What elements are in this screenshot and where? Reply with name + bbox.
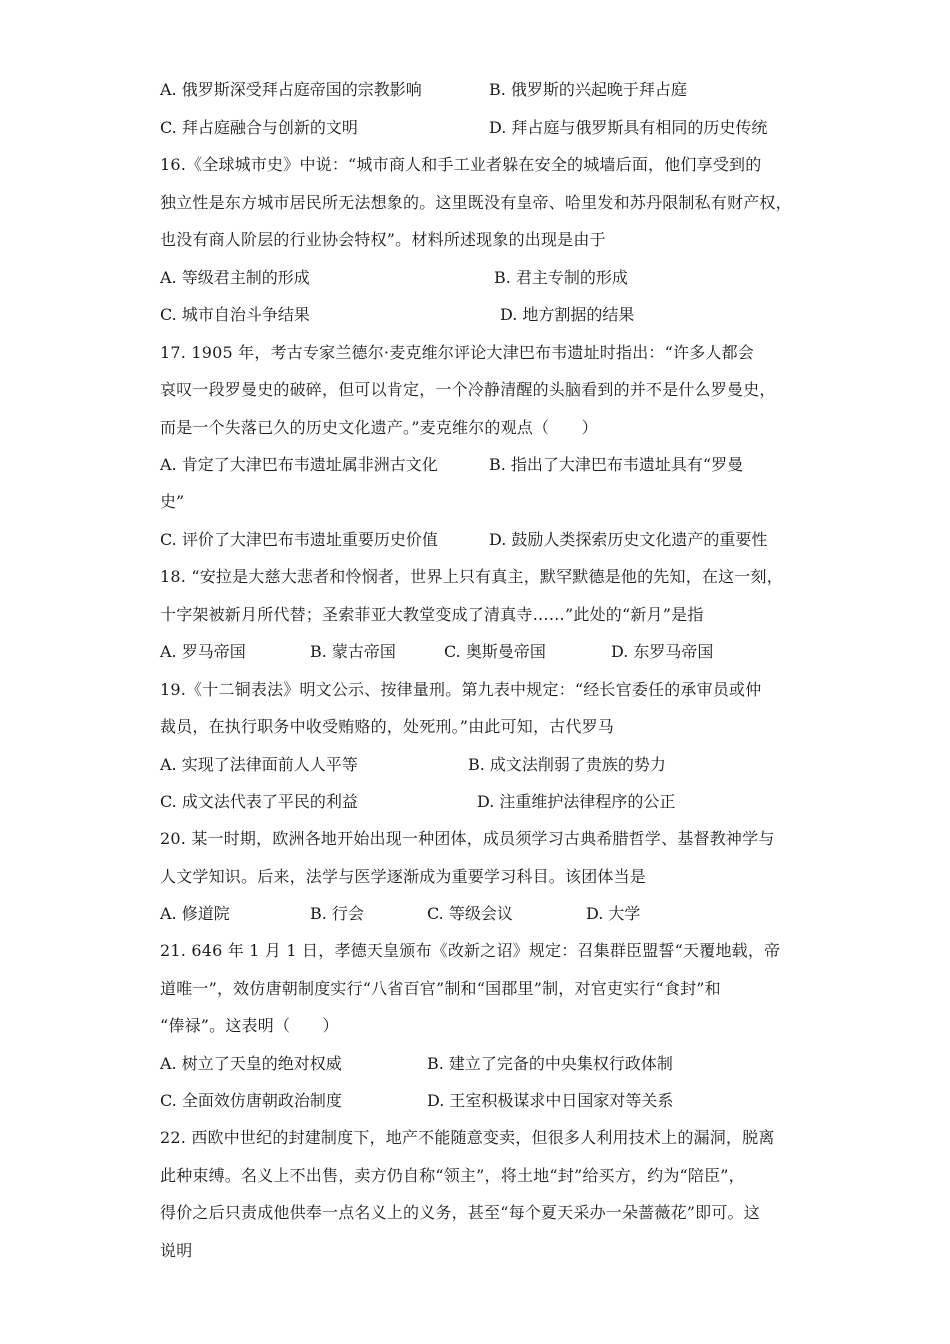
q20-option-c: C. 等级会议 xyxy=(427,904,513,923)
q21-stem-line-1: 21. 646 年 1 月 1 日，孝德天皇颁布《改新之诏》规定：召集群臣盟誓“天覆地载，帝 xyxy=(160,941,781,960)
q18-option-a: A. 罗马帝国 xyxy=(160,642,246,661)
q20-option-a: A. 修道院 xyxy=(160,904,230,923)
q22-stem-line-1: 22. 西欧中世纪的封建制度下，地产不能随意变卖，但很多人利用技术上的漏洞，脱离 xyxy=(160,1128,775,1147)
q16-stem-line-3: 也没有商人阶层的行业协会特权”。材料所述现象的出现是由于 xyxy=(160,230,606,249)
q16-stem-line-1: 16.《全球城市史》中说：“城市商人和手工业者躲在安全的城墙后面，他们享受到的 xyxy=(160,155,762,174)
q15-option-a: A. 俄罗斯深受拜占庭帝国的宗教影响 xyxy=(160,80,422,99)
q16-option-c: C. 城市自治斗争结果 xyxy=(160,305,310,324)
q16-option-b: B. 君主专制的形成 xyxy=(494,268,628,287)
q21-option-b: B. 建立了完备的中央集权行政体制 xyxy=(427,1054,673,1073)
q22-stem-line-4: 说明 xyxy=(160,1241,193,1260)
q21-option-d: D. 王室积极谋求中日国家对等关系 xyxy=(427,1091,674,1110)
q15-option-b: B. 俄罗斯的兴起晚于拜占庭 xyxy=(489,80,687,99)
q17-option-d: D. 鼓励人类探索历史文化遗产的重要性 xyxy=(489,530,768,549)
q19-stem-line-2: 裁员，在执行职务中收受贿赂的，处死刑。”由此可知，古代罗马 xyxy=(160,717,614,736)
q21-option-c: C. 全面效仿唐朝政治制度 xyxy=(160,1091,342,1110)
q16-option-a: A. 等级君主制的形成 xyxy=(160,268,310,287)
q18-stem-line-1: 18. “安拉是大慈大悲者和怜悯者，世界上只有真主，默罕默德是他的先知，在这一刻， xyxy=(160,567,783,586)
q18-option-b: B. 蒙古帝国 xyxy=(310,642,396,661)
q19-option-a: A. 实现了法律面前人人平等 xyxy=(160,755,358,774)
q20-stem-line-1: 20. 某一时期，欧洲各地开始出现一种团体，成员须学习古典希腊哲学、基督教神学与 xyxy=(160,829,775,848)
q18-option-c: C. 奥斯曼帝国 xyxy=(444,642,546,661)
q17-option-a: A. 肯定了大津巴布韦遗址属非洲古文化 xyxy=(160,455,438,474)
q17-option-b: B. 指出了大津巴布韦遗址具有“罗曼 xyxy=(489,455,744,474)
q19-option-b: B. 成文法削弱了贵族的势力 xyxy=(468,755,666,774)
q21-stem-line-2: 道唯一”，效仿唐朝制度实行“八省百官”制和“国郡里”制，对官吏实行“食封”和 xyxy=(160,979,721,998)
q19-stem-line-1: 19.《十二铜表法》明文公示、按律量刑。第九表中规定：“经长官委任的承审员或仲 xyxy=(160,680,762,699)
q17-option-c: C. 评价了大津巴布韦遗址重要历史价值 xyxy=(160,530,438,549)
q19-option-c: C. 成文法代表了平民的利益 xyxy=(160,792,358,811)
q21-option-a: A. 树立了天皇的绝对权威 xyxy=(160,1054,342,1073)
q17-stem-line-1: 17. 1905 年，考古专家兰德尔·麦克维尔评论大津巴布韦遗址时指出：“许多人都会 xyxy=(160,343,755,362)
q19-option-d: D. 注重维护法律程序的公正 xyxy=(477,792,676,811)
q17-stem-line-2: 哀叹一段罗曼史的破碎，但可以肯定，一个冷静清醒的头脑看到的并不是什么罗曼史， xyxy=(160,380,776,399)
q18-stem-line-2: 十字架被新月所代替；圣索菲亚大教堂变成了清真寺……”此处的“新月”是指 xyxy=(160,605,704,624)
q22-stem-line-3: 得价之后只责成他供奉一点名义上的义务，甚至“每个夏天采办一朵蔷薇花”即可。这 xyxy=(160,1203,760,1222)
q15-option-c: C. 拜占庭融合与创新的文明 xyxy=(160,118,358,137)
q16-stem-line-2: 独立性是东方城市居民所无法想象的。这里既没有皇帝、哈里发和苏丹限制私有财产权， xyxy=(160,193,792,212)
q20-option-b: B. 行会 xyxy=(310,904,364,923)
q16-option-d: D. 地方割据的结果 xyxy=(500,305,635,324)
q17-option-b-continued: 史” xyxy=(160,492,185,511)
q18-option-d: D. 东罗马帝国 xyxy=(611,642,714,661)
q22-stem-line-2: 此种束缚。名义上不出售，卖方仍自称“领主”，将土地“封”给买方，约为“陪臣”， xyxy=(160,1166,745,1185)
q17-stem-line-3: 而是一个失落已久的历史文化遗产。”麦克维尔的观点（ ） xyxy=(160,418,598,437)
q20-option-d: D. 大学 xyxy=(586,904,641,923)
q21-stem-line-3: “俸禄”。这表明（ ） xyxy=(160,1016,339,1035)
q20-stem-line-2: 人文学知识。后来，法学与医学逐渐成为重要学习科目。该团体当是 xyxy=(160,867,647,886)
q15-option-d: D. 拜占庭与俄罗斯具有相同的历史传统 xyxy=(489,118,768,137)
